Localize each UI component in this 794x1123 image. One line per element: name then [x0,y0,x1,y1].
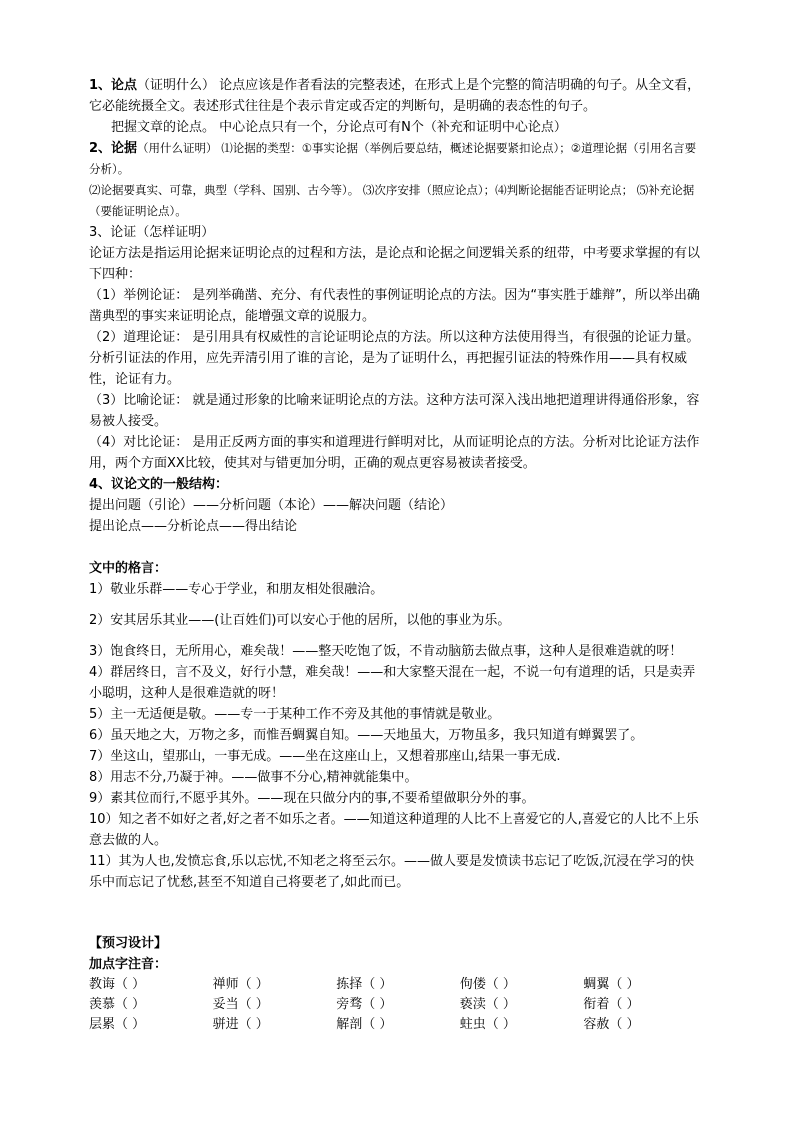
section-2-line2: ⑵论据要真实、可靠，典型（学科、国别、古今等）。 ⑶次序安排（照应论点）；⑷判断论据能否证明论点； ⑸补充论据（要能证明论点）。 [89,183,695,218]
section-3-intro: 论证方法是指运用论据来证明论点的过程和方法，是论点和论据之间逻辑关系的纽带，中考要求掌握的有以下四种： [89,246,701,282]
pinyin-blank[interactable]: 教诲（ ） [89,977,146,992]
pinyin-blank[interactable]: 佝偻（ ） [459,977,516,992]
pinyin-blank[interactable]: 蜩翼（ ） [583,977,640,992]
section-4-title: 4、议论文的一般结构： [89,477,229,492]
pinyin-blank[interactable]: 解剖（ ） [336,1017,393,1032]
section-3-title: 3、论证（怎样证明） [89,225,215,240]
document-page [89,75,707,1035]
maxim-item: 6）虽天地之大，万物之多，而惟吾蜩翼自知。——天地虽大，万物虽多，我只知道有蝉翼罢了。 [89,728,644,743]
section-2 [89,138,707,180]
pinyin-blank[interactable]: 羡慕（ ） [89,997,146,1012]
pinyin-blank[interactable]: 妥当（ ） [212,997,269,1012]
pinyin-exercise-grid [89,975,707,1035]
pinyin-blank[interactable]: 旁骛（ ） [336,997,393,1012]
maxim-item: 3）饱食终日，无所用心，难矣哉！——整天吃饱了饭，不肯动脑筋去做点事，这种人是很难造就的呀！ [89,644,683,659]
maxim-item: 9）素其位而行,不愿乎其外。——现在只做分内的事,不要希望做职分外的事。 [89,791,535,806]
pinyin-blank[interactable]: 亵渎（ ） [459,997,516,1012]
argument-method-2: （2）道理论证： 是引用具有权威性的言论证明论点的方法。所以这种方法使用得当，有很强的论证力量。分析引证法的作用，应先弄清引用了谁的言论，是为了证明什么，再把握引证法的特殊作用——具有权威性，论证有力。 [89,330,700,387]
spacer [89,537,707,558]
argument-method-4: （4）对比论证： 是用正反两方面的事实和道理进行鲜明对比，从而证明论点的方法。分析对比论证方法作用，两个方面XX比较，使其对与错更加分明，正确的观点更容易被读者接受。 [89,435,700,471]
maxim-item: 1）敬业乐群——专心于学业，和朋友相处很融洽。 [89,582,384,597]
maxim-item: 2）安其居乐其业——(让百姓们)可以安心于他的居所，以他的事业为乐。 [89,613,511,628]
structure-line-2: 提出论点——分析论点——得出结论 [89,519,298,534]
pinyin-blank[interactable]: 拣择（ ） [336,977,393,992]
preview-title: 【预习设计】 [89,936,168,951]
section-2-label: 2、论据 [89,141,138,156]
maxims-title: 文中的格言： [89,561,168,576]
section-1-text: （证明什么） 论点应该是作者看法的完整表述，在形式上是个完整的简洁明确的句子。从全文看，它必能统摄全文。表述形式往往是个表示肯定或否定的判断句，是明确的表态性的句子。 [89,78,701,114]
structure-line-1: 提出问题（引论）——分析问题（本论）——解决问题（结论） [89,498,454,513]
pinyin-blank[interactable]: 层累（ ） [89,1017,146,1032]
section-2-text: （用什么证明） ⑴论据的类型：①事实论据（举例后要总结，概述论据要紧扣论点）；②道理论据（引用名言要分析）。 [89,141,697,176]
section-1-label: 1、论点 [89,78,138,93]
maxim-item: 11）其为人也,发愤忘食,乐以忘忧,不知老之将至云尔。——做人要是发愤读书忘记了吃饭,沉浸在学习的快乐中而忘记了忧愁,甚至不知道自己将要老了,如此而已。 [89,854,695,890]
maxim-item: 4）群居终日，言不及义，好行小慧，难矣哉！——和大家整天混在一起，不说一句有道理的话，只是卖弄小聪明，这种人是很难造就的呀！ [89,665,696,701]
section-1-line2: 把握文章的论点。 中心论点只有一个，分论点可有N个（补充和证明中心论点） [111,120,567,135]
maxim-item: 7）坐这山，望那山，一事无成。——坐在这座山上，又想着那座山,结果一事无成. [89,749,561,764]
maxim-item: 5）主一无适便是敬。——专一于某种工作不旁及其他的事情就是敬业。 [89,707,501,722]
pinyin-blank[interactable]: 骈进（ ） [212,1017,269,1032]
pinyin-blank[interactable]: 蛀虫（ ） [459,1017,516,1032]
maxim-item: 10）知之者不如好之者,好之者不如乐之者。——知道这种道理的人比不上喜爱它的人,喜爱它的人比不上乐意去做的人。 [89,812,699,848]
section-1 [89,75,707,117]
preview-subtitle: 加点字注音： [89,957,168,972]
pinyin-blank[interactable]: 容赦（ ） [583,1017,640,1032]
pinyin-blank[interactable]: 衔着（ ） [583,997,640,1012]
maxim-item: 8）用志不分,乃凝于神。——做事不分心,精神就能集中。 [89,770,418,785]
argument-method-1: （1）举例论证： 是列举确凿、充分、有代表性的事例证明论点的方法。因为“事实胜于雄辩”，所以举出确凿典型的事实来证明论点，能增强文章的说服力。 [89,288,700,324]
pinyin-blank[interactable]: 禅师（ ） [212,977,269,992]
argument-method-3: （3）比喻论证： 就是通过形象的比喻来证明论点的方法。这种方法可深入浅出地把道理讲得通俗形象，容易被人接受。 [89,393,700,429]
